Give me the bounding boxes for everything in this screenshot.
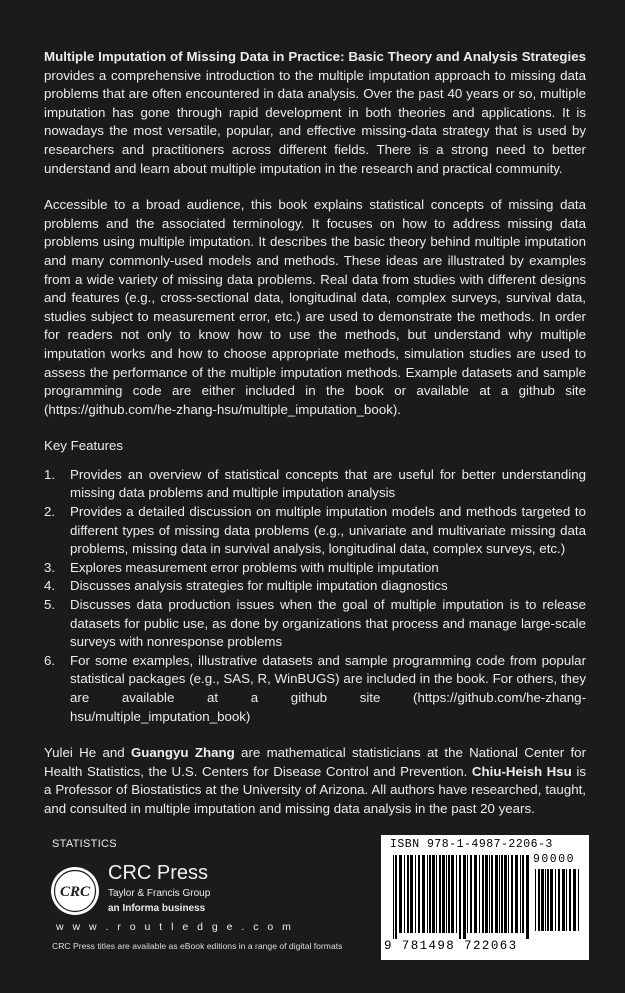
barcode-bar: [491, 855, 493, 933]
category-label: STATISTICS: [52, 838, 117, 850]
barcode-bar: [508, 855, 509, 933]
barcode-bar: [467, 855, 468, 933]
barcode-bar: [541, 869, 544, 931]
ebook-note: CRC Press titles are available as eBook editions in a range of digital formats: [52, 941, 343, 951]
crc-logo-icon: [50, 866, 100, 916]
barcode-bar: [459, 855, 461, 939]
barcode-bar: [399, 855, 402, 933]
price-barcode-bars: [535, 869, 583, 931]
barcode-bar: [520, 855, 521, 933]
barcode-bar: [395, 855, 397, 939]
barcode-bar: [566, 869, 567, 931]
barcode-bar: [439, 855, 441, 933]
barcode-bar: [569, 869, 571, 931]
isbn-barcode: [381, 835, 589, 960]
barcode-bar: [522, 855, 524, 933]
list-item: 2. Provides a detailed discussion on multiple imputation models and methods targeted to different types of missing data problems (e.g., univariate and multivariate missing data problems, missing data in survival analysis, longitudinal data, complex surveys, etc.): [44, 504, 586, 557]
key-features-list: [44, 466, 586, 726]
barcode-bar: [511, 855, 513, 933]
barcode-bar: [451, 855, 454, 933]
list-item: 6. For some examples, illustrative datasets and sample programming code from popular statistical packages (e.g., SAS, R, WinBUGS) are included in the book. For others, they are available at a github site (https://github.com/he-zhang-hsu/multiple_imputation_book): [44, 652, 586, 724]
barcode-bar: [422, 855, 425, 933]
logo-text: CRC: [59, 884, 91, 900]
barcode-bar: [463, 855, 466, 939]
barcode-bar: [429, 855, 431, 933]
publisher-name: CRC Press: [108, 862, 209, 884]
barcode-bar: [479, 855, 480, 933]
barcode-bar: [448, 855, 450, 933]
publisher-url: w w w . r o u t l e d g e . c o m: [56, 921, 294, 933]
description-paragraph: Accessible to a broad audience, this book explains statistical concepts of missing data problems and the associated terminology. It focuses on how to address missing data problems using multiple imputation. It describes the basic theory behind multiple imputation and many commonly-used models and methods. These ideas are illustrated by examples from a wide variety of missing data problems. Real data from studies with different designs and features (e.g., cross-sectional data, longitudinal data, complex surveys, survival data, studies subject to measurement error, etc.) are used to demonstrate the methods. In order for readers not only to know how to use the methods, but understand why multiple imputation works and how to choose appropriate methods, simulation studies are used to assess the performance of the multiple imputation methods. Example datasets and sample programming code are either included in the book or available at a github site (https://github.com/he-zhang-hsu/multiple_imputation_book).: [44, 197, 586, 417]
barcode-bar: [415, 855, 416, 933]
barcode-bar: [482, 855, 484, 933]
price-code: 90000: [533, 853, 576, 866]
barcode-bar: [550, 869, 553, 931]
barcode-bar: [547, 869, 549, 931]
intro-paragraph: [44, 48, 586, 178]
authors-paragraph: Yulei He and Guangyu Zhang are mathematical statisticians at the National Center for Health Statistics, the U.S. Centers for Disease Control and Prevention. Chiu-Heish Hsu is a Professor of Biostatistics at the University of Arizona. All authors have researched, taught, and consulted in multiple imputation and missing data analysis in the past 20 years.: [44, 745, 586, 816]
publisher-business: an Informa business: [108, 903, 206, 914]
barcode-bar: [446, 855, 447, 933]
barcode-bar: [418, 855, 420, 933]
barcode-bar: [427, 855, 428, 933]
barcode-bar: [535, 869, 536, 931]
barcode-bar: [436, 855, 437, 933]
list-item: 4. Discusses analysis strategies for multiple imputation diagnostics: [44, 578, 448, 594]
barcode-bar: [501, 855, 503, 933]
book-title: Multiple Imputation of Missing Data in Practice: Basic Theory and Analysis Strategies: [44, 49, 586, 64]
barcode-bar: [499, 855, 500, 933]
barcode-bar: [526, 855, 529, 939]
barcode-bar: [485, 855, 488, 933]
ean-digits: 9 781498 722063: [384, 939, 518, 953]
barcode-bar: [504, 855, 507, 933]
barcode-bar: [558, 869, 560, 931]
barcode-bar: [407, 855, 409, 933]
list-item: 1. Provides an overview of statistical concepts that are useful for better understanding missing data problems and multiple imputation analysis: [44, 466, 586, 501]
barcode-bar: [578, 869, 579, 931]
barcode-bar: [515, 855, 518, 933]
list-item: 3. Explores measurement error problems with multiple imputation: [44, 559, 439, 575]
barcode-bar: [555, 869, 556, 931]
intro-text: provides a comprehensive introduction to the multiple imputation approach to missing data problems that are often encountered in data analysis. Over the past 40 years or so, multiple imputation has gone through rapid development in both theories and applications. It is nowadays the most versatile, popular, and effective missing-data strategy that is used by researchers and practitioners across different fields. There is a strong need to better understand and learn about multiple imputation in the research and practical community.: [44, 67, 586, 176]
barcode-bars: [393, 855, 531, 939]
isbn-label: ISBN 978-1-4987-2206-3: [390, 838, 553, 851]
barcode-bar: [573, 869, 576, 931]
barcode-bar: [470, 855, 472, 933]
barcode-bar: [393, 855, 394, 939]
list-item: 5. Discusses data production issues when the goal of multiple imputation is to release datasets for public use, as done by organizations that process and manage large-scale surveys with nonresponse problems: [44, 597, 586, 650]
barcode-bar: [410, 855, 413, 933]
barcode-bar: [562, 869, 565, 931]
barcode-bar: [545, 869, 546, 931]
barcode-bar: [456, 855, 457, 933]
barcode-bar: [474, 855, 477, 933]
barcode-bar: [404, 855, 405, 933]
barcode-bar: [442, 855, 445, 933]
barcode-bar: [495, 855, 498, 933]
publisher-group: Taylor & Francis Group: [108, 888, 211, 899]
barcode-bar: [432, 855, 435, 933]
back-cover-text: [44, 48, 586, 819]
barcode-bar: [489, 855, 490, 933]
barcode-bar: [538, 869, 540, 931]
key-features-heading: Key Features: [44, 438, 124, 454]
